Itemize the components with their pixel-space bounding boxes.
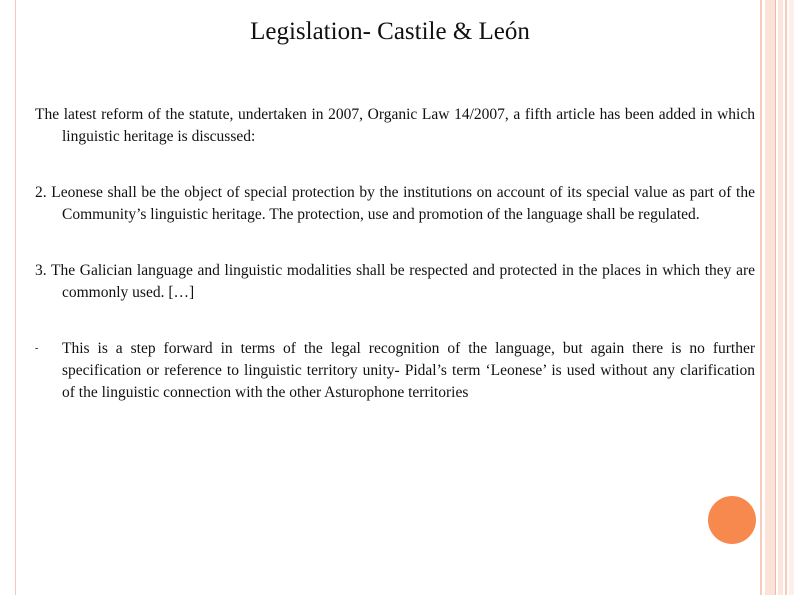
left-frame-line: [15, 0, 16, 595]
right-decor-band: [789, 0, 794, 595]
right-decor-band: [775, 0, 776, 595]
slide-title: Legislation- Castile & León: [250, 18, 530, 45]
decorative-circle: [708, 496, 756, 544]
article-point-3: 3. The Galician language and linguistic modalities shall be respected and protected in the places in which they are commonly used. […]: [35, 262, 755, 301]
right-decor-band: [765, 0, 775, 595]
article-point-2: 2. Leonese shall be the object of special protection by the institutions on account of its special value as part of the Community’s linguistic heritage. The protection, use and promotion of the language shall be regulated.: [35, 184, 755, 223]
bullet-item: [35, 338, 755, 404]
right-decor-band: [785, 0, 787, 595]
slide-body: [35, 104, 755, 404]
bullet-text: This is a step forward in terms of the legal recognition of the language, but again there is no further specification or reference to linguistic territory unity- Pidal’s term ‘Leonese’ is used without any clarification of the linguistic connection with the other Asturophone territories: [62, 340, 755, 401]
right-decor-band: [760, 0, 762, 595]
right-decor-band: [778, 0, 783, 595]
intro-paragraph: The latest reform of the statute, undertaken in 2007, Organic Law 14/2007, a fifth article has been added in which linguistic heritage is discussed:: [35, 106, 755, 145]
bullet-marker: -: [35, 343, 39, 354]
